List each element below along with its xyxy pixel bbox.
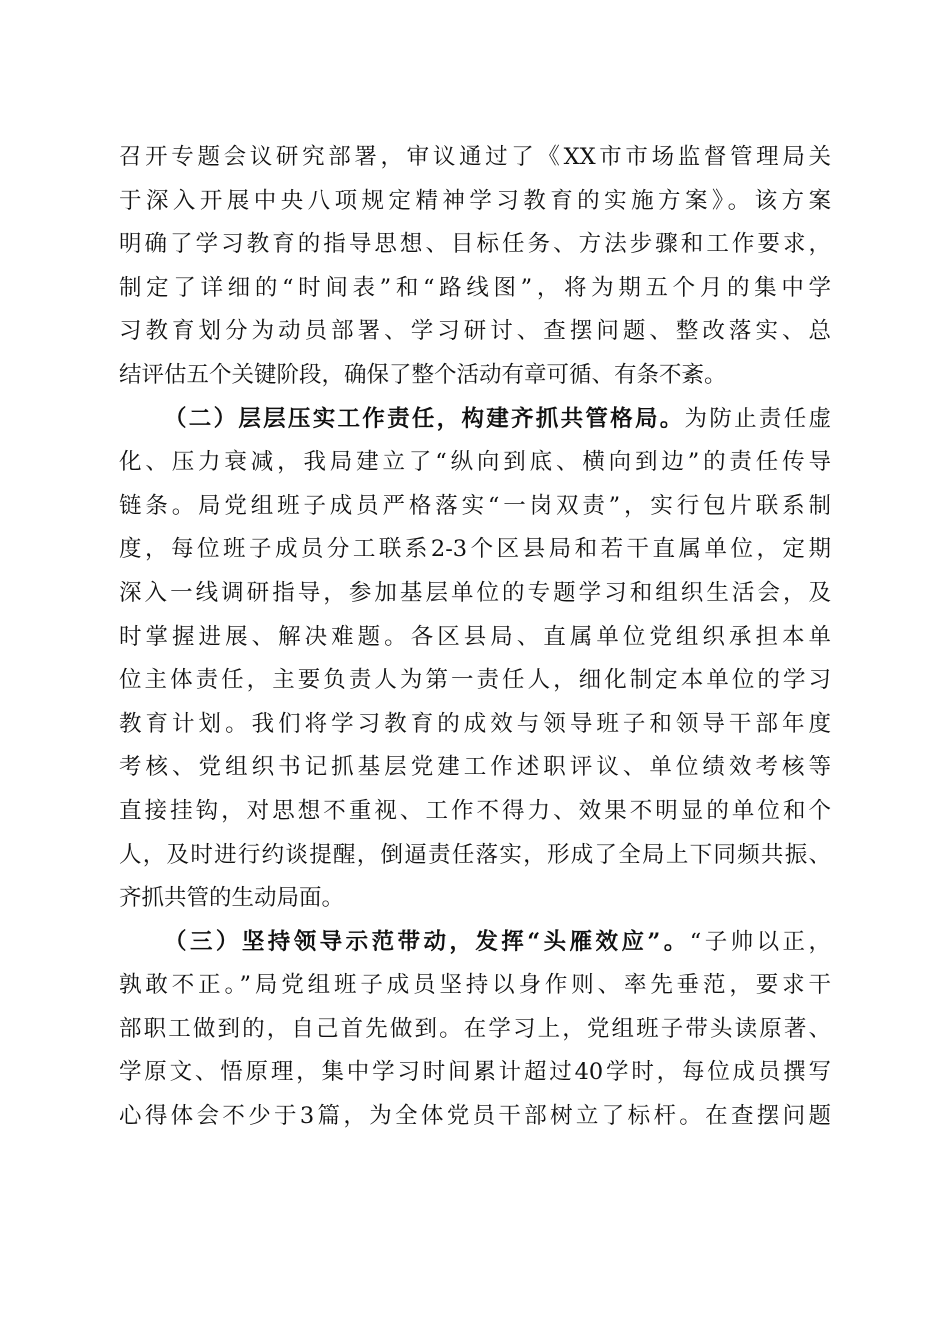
text-line: 明确了学习教育的指导思想、目标任务、方法步骤和工作要求， [119, 231, 831, 258]
text-line: 深入一线调研指导，参加基层单位的专题学习和组织生活会，及 [119, 579, 831, 606]
text-run: “子帅以正， [689, 928, 831, 955]
text-run: 为防止责任虚 [684, 405, 831, 432]
text-line: 部职工做到的，自己首先做到。在学习上，党组班子带头读原著、 [119, 1015, 831, 1042]
text-line: 制定了详细的“时间表”和“路线图”，将为期五个月的集中学 [119, 274, 831, 301]
text-line: 化、压力衰减，我局建立了“纵向到底、横向到边”的责任传导 [119, 449, 831, 476]
text-line: 直接挂钩，对思想不重视、工作不得力、效果不明显的单位和个 [119, 797, 831, 824]
paragraph-2 [119, 398, 831, 921]
text-line: 结评估五个关键阶段，确保了整个活动有章可循、有条不紊。 [119, 361, 727, 388]
text-line: 齐抓共管的生动局面。 [119, 885, 345, 912]
text-line [119, 921, 831, 965]
text-line: 召开专题会议研究部署，审议通过了《XX市市场监督管理局关 [119, 144, 831, 170]
text-line: 学原文、悟原理，集中学习时间累计超过40学时，每位成员撰写 [119, 1059, 831, 1086]
section-heading: （二）层层压实工作责任，构建齐抓共管格局。 [164, 405, 685, 432]
text-line: 人，及时进行约谈提醒，倒逼责任落实，形成了全局上下同频共振、 [119, 841, 831, 868]
paragraph-3 [119, 921, 831, 1139]
text-line: 链条。局党组班子成员严格落实“一岗双责”，实行包片联系制 [119, 492, 831, 519]
paragraph-1 [119, 136, 831, 398]
section-heading: （三）坚持领导示范带动，发挥“头雁效应”。 [164, 928, 690, 955]
text-line: 于深入开展中央八项规定精神学习教育的实施方案》。该方案 [119, 187, 831, 214]
text-line: 心得体会不少于3篇，为全体党员干部树立了标杆。在查摆问题 [119, 1103, 831, 1130]
text-line [119, 398, 831, 442]
text-line: 习教育划分为动员部署、学习研讨、查摆问题、整改落实、总 [119, 318, 831, 345]
text-line: 孰敢不正。”局党组班子成员坚持以身作则、率先垂范，要求干 [119, 972, 831, 999]
text-line: 考核、党组织书记抓基层党建工作述职评议、单位绩效考核等 [119, 754, 831, 781]
document-body [119, 136, 831, 1139]
text-line: 时掌握进展、解决难题。各区县局、直属单位党组织承担本单 [119, 623, 831, 650]
text-line: 度，每位班子成员分工联系2-3个区县局和若干直属单位，定期 [119, 536, 831, 563]
text-line: 教育计划。我们将学习教育的成效与领导班子和领导干部年度 [119, 710, 831, 737]
text-line: 位主体责任，主要负责人为第一责任人，细化制定本单位的学习 [119, 667, 831, 694]
